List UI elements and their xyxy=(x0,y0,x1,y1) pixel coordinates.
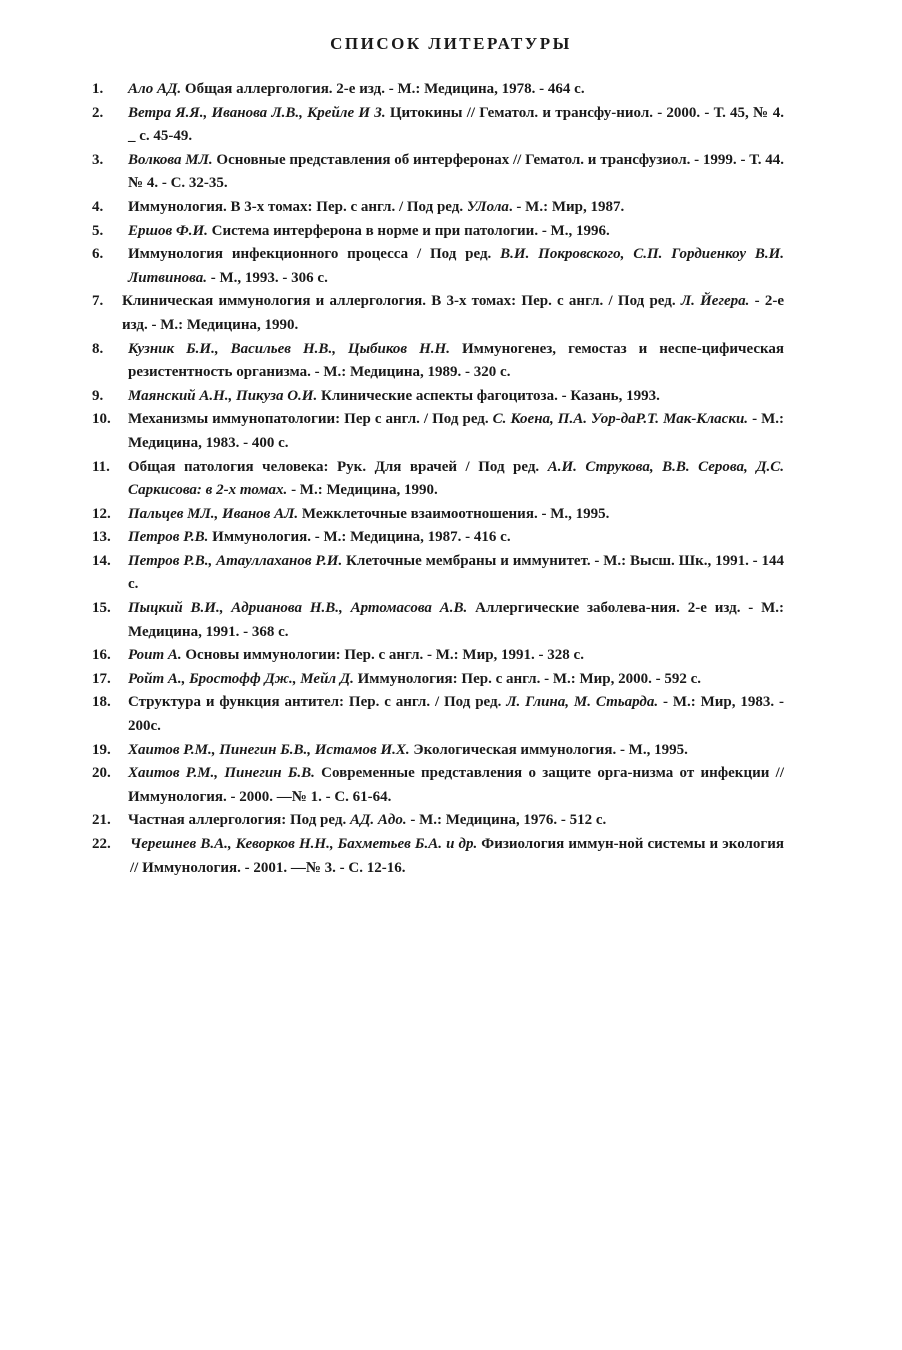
reference-text: - М.: Мир, 1983. - 200с. xyxy=(128,694,784,735)
reference-text: Аллергические заболева-ния. 2-е изд. - М.: Медицина, 1991. - 368 с. xyxy=(128,600,784,640)
reference-item xyxy=(92,196,784,220)
reference-text: - М.: Медицина, 1990. xyxy=(287,482,438,499)
reference-editors: А.И. Струкова, В.В. Серова, Д.С. Саркисова: в 2-х томах. xyxy=(128,458,785,499)
reference-item xyxy=(92,408,784,455)
reference-number: 17. xyxy=(92,670,111,687)
reference-text: - М., 1993. - 306 с. xyxy=(207,269,328,286)
reference-authors: Ветра Я.Я., Иванова Л.В., Крейле И З. xyxy=(128,104,386,121)
reference-pretext: Общая патология человека: Рук. Для врачей / Под ред. xyxy=(128,458,548,475)
reference-authors: Пыцкий В.И., Адрианова Н.В., Артомасова А.В. xyxy=(128,600,468,617)
reference-text: Иммунология. - М.: Медицина, 1987. - 416 с. xyxy=(208,529,511,546)
reference-number: 8. xyxy=(92,340,104,357)
reference-item xyxy=(92,668,784,692)
reference-authors: Хаитов Р.М., Пинегин Б.В., Истамов И.Х. xyxy=(128,741,410,758)
reference-number: 7. xyxy=(92,293,104,310)
reference-item xyxy=(92,597,784,644)
reference-authors: Петров Р.В. xyxy=(128,529,209,546)
reference-number: 4. xyxy=(92,198,104,215)
reference-authors: Ройт А., Бростофф Дж., Мейл Д. xyxy=(128,670,354,687)
reference-authors: Кузник Б.И., Васильев Н.В., Цыбиков Н.Н. xyxy=(128,340,450,357)
reference-text: Основные представления об интерферонах // Гематол. и трансфузиол. - 1999. - Т. 44. № 4. - С. 32-35. xyxy=(128,151,784,192)
reference-text: Общая аллергология. 2-е изд. - М.: Медицина, 1978. - 464 с. xyxy=(181,81,585,97)
reference-number: 13. xyxy=(92,529,111,546)
reference-item xyxy=(92,78,784,102)
reference-text: Иммунология: Пер. с англ. - М.: Мир, 2000. - 592 с. xyxy=(353,670,702,687)
reference-authors: Маянский А.Н., Пикуза О.И. xyxy=(128,387,318,404)
reference-item xyxy=(92,833,784,880)
reference-number: 2. xyxy=(92,104,104,121)
reference-number: 11. xyxy=(92,458,110,475)
reference-number: 16. xyxy=(92,647,111,664)
reference-text: . - М.: Мир, 1987. xyxy=(508,198,625,215)
reference-item xyxy=(92,149,784,196)
reference-pretext: Иммунология инфекционного процесса / Под ред. xyxy=(128,246,501,263)
reference-number: 15. xyxy=(92,600,111,617)
reference-item xyxy=(92,762,784,809)
reference-number: 19. xyxy=(92,741,111,758)
reference-text: Экологическая иммунология. - М., 1995. xyxy=(409,741,688,758)
reference-number: 5. xyxy=(92,222,104,239)
reference-item xyxy=(92,220,784,244)
reference-list xyxy=(92,78,784,880)
reference-text: - 2-е изд. - М.: Медицина, 1990. xyxy=(122,293,784,333)
reference-authors: Черешнев В.А., Кеворков Н.Н., Бахметьев Б.А. и др. xyxy=(130,836,478,852)
page-heading: СПИСОК ЛИТЕРАТУРЫ xyxy=(330,34,572,53)
reference-text: Система интерферона в норме и при патологии. - М., 1996. xyxy=(207,222,610,239)
reference-authors: Волкова МЛ. xyxy=(128,151,213,168)
reference-item xyxy=(92,456,784,503)
reference-text: Клеточные мембраны и иммунитет. - М.: Высш. Шк., 1991. - 144 с. xyxy=(128,552,784,593)
reference-item xyxy=(92,550,784,597)
reference-authors: Хаитов Р.М., Пинегин Б.В. xyxy=(128,765,315,782)
reference-item xyxy=(92,739,784,763)
reference-number: 6. xyxy=(92,246,104,263)
reference-item xyxy=(92,526,784,550)
reference-authors: Ершов Ф.И. xyxy=(128,222,208,239)
reference-editors: УЛола xyxy=(466,198,509,215)
reference-text: - М.: Медицина, 1976. - 512 с. xyxy=(406,812,607,829)
reference-number: 9. xyxy=(92,387,104,404)
reference-authors: Петров Р.В., Атауллаханов Р.И. xyxy=(128,552,343,569)
reference-pretext: Структура и функция антител: Пер. с англ. / Под ред. xyxy=(128,694,507,711)
reference-number: 12. xyxy=(92,505,111,522)
reference-number: 3. xyxy=(92,151,104,168)
reference-text: Иммуногенез, гемостаз и неспе-цифическая резистентность организма. - М.: Медицина, 1989. - 320 с. xyxy=(128,340,785,381)
reference-pretext: Иммунология. В 3-х томах: Пер. с англ. / Под ред. xyxy=(128,198,467,215)
reference-authors: Ало АД. xyxy=(128,81,182,97)
reference-item xyxy=(92,691,784,738)
reference-authors: Роит А. xyxy=(128,647,182,664)
reference-text: Межклеточные взаимоотношения. - М., 1995. xyxy=(298,505,610,522)
reference-text: Цитокины // Гематол. и трансфу-ниол. - 2000. - Т. 45, № 4. _ с. 45-49. xyxy=(128,104,785,145)
reference-editors: С. Коена, П.А. Уор-даР.Т. Мак-Класки. xyxy=(492,411,749,428)
reference-item xyxy=(92,102,784,149)
reference-item xyxy=(92,385,784,409)
reference-number: 22. xyxy=(92,836,111,852)
reference-number: 20. xyxy=(92,765,111,782)
reference-number: 1. xyxy=(92,81,104,97)
reference-authors: Пальцев МЛ., Иванов АЛ. xyxy=(128,505,299,522)
reference-pretext: Клиническая иммунология и аллергология. В 3-х томах: Пер. с англ. / Под ред. xyxy=(122,293,681,310)
reference-item xyxy=(92,338,784,385)
reference-number: 18. xyxy=(92,694,111,711)
reference-text: Основы иммунологии: Пер. с англ. - М.: Мир, 1991. - 328 с. xyxy=(181,647,584,664)
reference-editors: АД. Адо. xyxy=(349,812,407,829)
reference-editors: В.И. Покровского, С.П. Гордиенкоу В.И. Литвинова. xyxy=(128,246,785,286)
reference-text: Клинические аспекты фагоцитоза. - Казань, 1993. xyxy=(317,387,660,404)
reference-pretext: Частная аллергология: Под ред. xyxy=(128,812,350,829)
reference-item xyxy=(92,809,784,833)
reference-editors: Л. Глина, М. Стьарда. xyxy=(506,694,659,711)
reference-text: Современные представления о защите орга-низма от инфекции // Иммунология. - 2000. —№ 1. - С. 61-64. xyxy=(128,765,784,805)
reference-number: 14. xyxy=(92,552,111,569)
reference-number: 10. xyxy=(92,411,111,428)
reference-item xyxy=(92,290,784,337)
reference-text: Физиология иммун-ной системы и экология // Иммунология. - 2001. —№ 3. - С. 12-16. xyxy=(130,836,784,876)
reference-editors: Л. Йегера. xyxy=(680,293,750,310)
reference-item xyxy=(92,644,784,668)
reference-item xyxy=(92,243,784,290)
reference-item xyxy=(92,503,784,527)
reference-text: - М.: Медицина, 1983. - 400 с. xyxy=(128,411,785,451)
reference-pretext: Механизмы иммунопатологии: Пер с англ. / Под ред. xyxy=(128,411,493,428)
reference-number: 21. xyxy=(92,812,111,829)
